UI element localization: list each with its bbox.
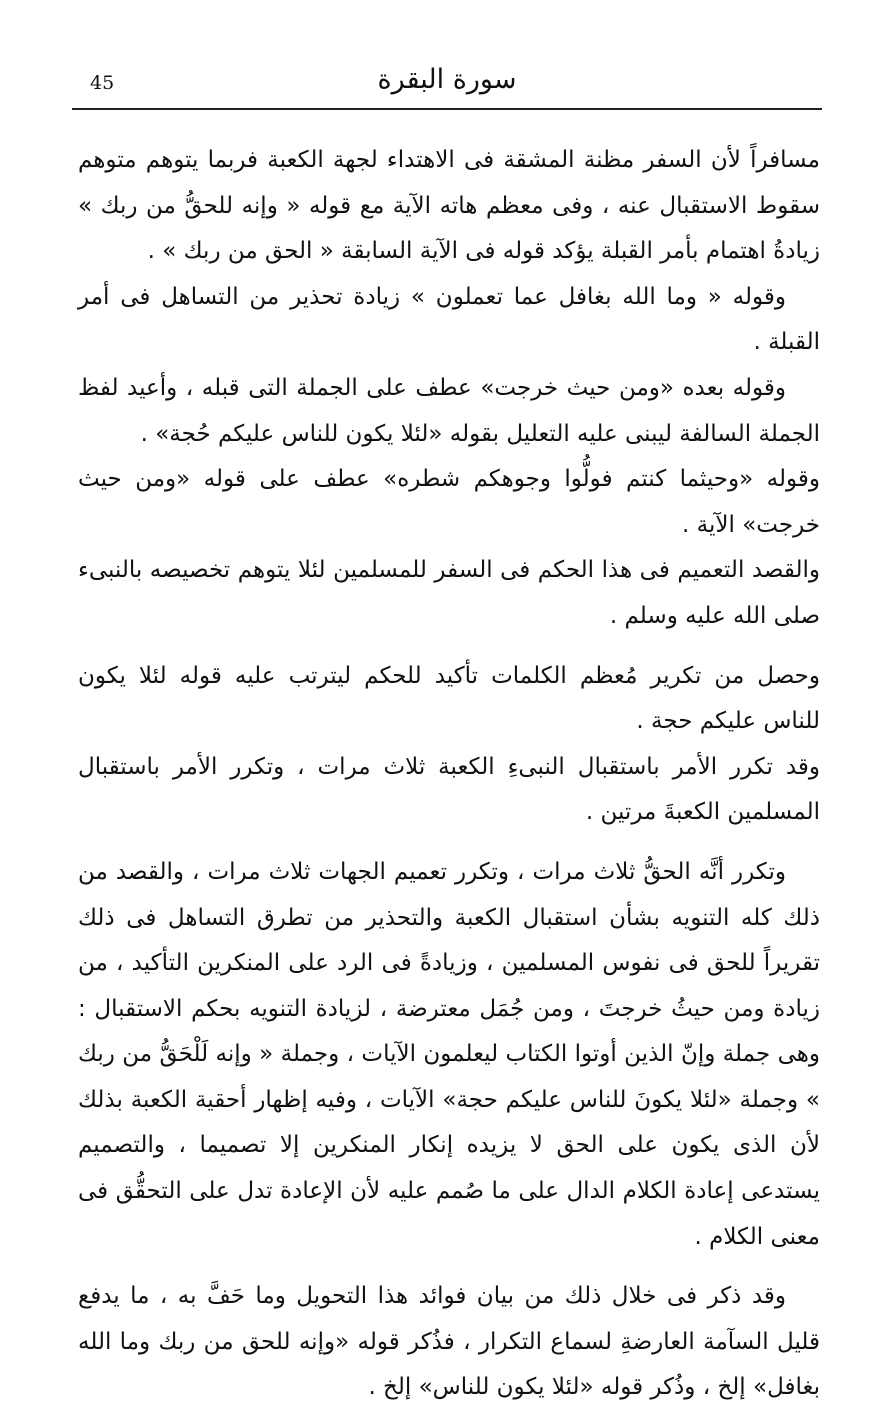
paragraph: وقد ذكر فى خلال ذلك من بيان فوائد هذا التحويل وما حَفَّ به ، ما يدفع قليل السآمة العارضةِ لسماع التكرار ، فذُكر قوله «وإنه للحق من ربك وما الله بغافل» إلخ ، وذُكر قوله «لئلا يكون للناس» إلخ . bbox=[78, 1283, 820, 1401]
paragraph: وقوله «وحيثما كنتم فولُّوا وجوهكم شطره» عطف على قوله «ومن حيث خرجت» الآية . bbox=[78, 466, 820, 538]
paragraph: وقوله بعده «ومن حيث خرجت» عطف على الجملة التى قبله ، وأعيد لفظ الجملة السالفة ليبنى عليه التعليل بقوله «لئلا يكون للناس عليكم حُجة» . bbox=[78, 374, 820, 447]
paragraph: وحصل من تكرير مُعظم الكلمات تأكيد للحكم ليترتب عليه قوله لئلا يكون للناس عليكم حجة . bbox=[78, 662, 820, 735]
page-header bbox=[72, 62, 822, 110]
paragraph: مسافراً لأن السفر مظنة المشقة فى الاهتداء لجهة الكعبة فربما يتوهم متوهم سقوط الاستقبال عنه ، وفى معظم هاته الآية مع قوله « وإنه للحقُّ من ربك » زيادةُ اهتمام بأمر القبلة يؤكد قوله فى الآية السابقة « الحق من ربك » . bbox=[78, 147, 820, 265]
paragraph: وتكرر أنَّه الحقُّ ثلاث مرات ، وتكرر تعميم الجهات ثلاث مرات ، والقصد من ذلك كله التنويه بشأن استقبال الكعبة والتحذير من تطرق التساهل فى ذلك تقريراً للحق فى نفوس المسلمين ، وزيادةً فى الرد على المنكرين التأكيد ، من زيادة ومن حيثُ خرجتَ ، ومن جُمَل معترضة ، لزيادة التنويه بحكم الاستقبال : وهى جملة وإنّ الذين أوتوا الكتاب ليعلمون الآيات ، وجملة « وإنه لَلْحَقُّ من ربك » وجملة «لئلا يكونَ للناس عليكم حجة» الآيات ، وفيه إظهار أحقية الكعبة بذلك لأن الذى يكون على الحق لا يزيده إنكار المنكرين إلا تصميما ، والتصميم يستدعى إعادة الكلام الدال على ما صُمم عليه لأن الإعادة تدل على التحقُّق فى معنى الكلام . bbox=[78, 858, 820, 1250]
running-title: سورة البقرة bbox=[377, 64, 517, 95]
paragraph: وقد تكرر الأمر باستقبال النبىءِ الكعبة ثلاث مرات ، وتكرر الأمر باستقبال المسلمين الكعبةَ مرتين . bbox=[78, 753, 820, 826]
body-text bbox=[78, 138, 820, 1411]
paragraph: وقوله « وما الله بغافل عما تعملون » زيادة تحذير من التساهل فى أمر القبلة . bbox=[78, 283, 820, 356]
paragraph: والقصد التعميم فى هذا الحكم فى السفر للمسلمين لئلا يتوهم تخصيصه بالنبىء صلى الله عليه وسلم . bbox=[78, 557, 820, 629]
page-number: 45 bbox=[90, 72, 115, 94]
